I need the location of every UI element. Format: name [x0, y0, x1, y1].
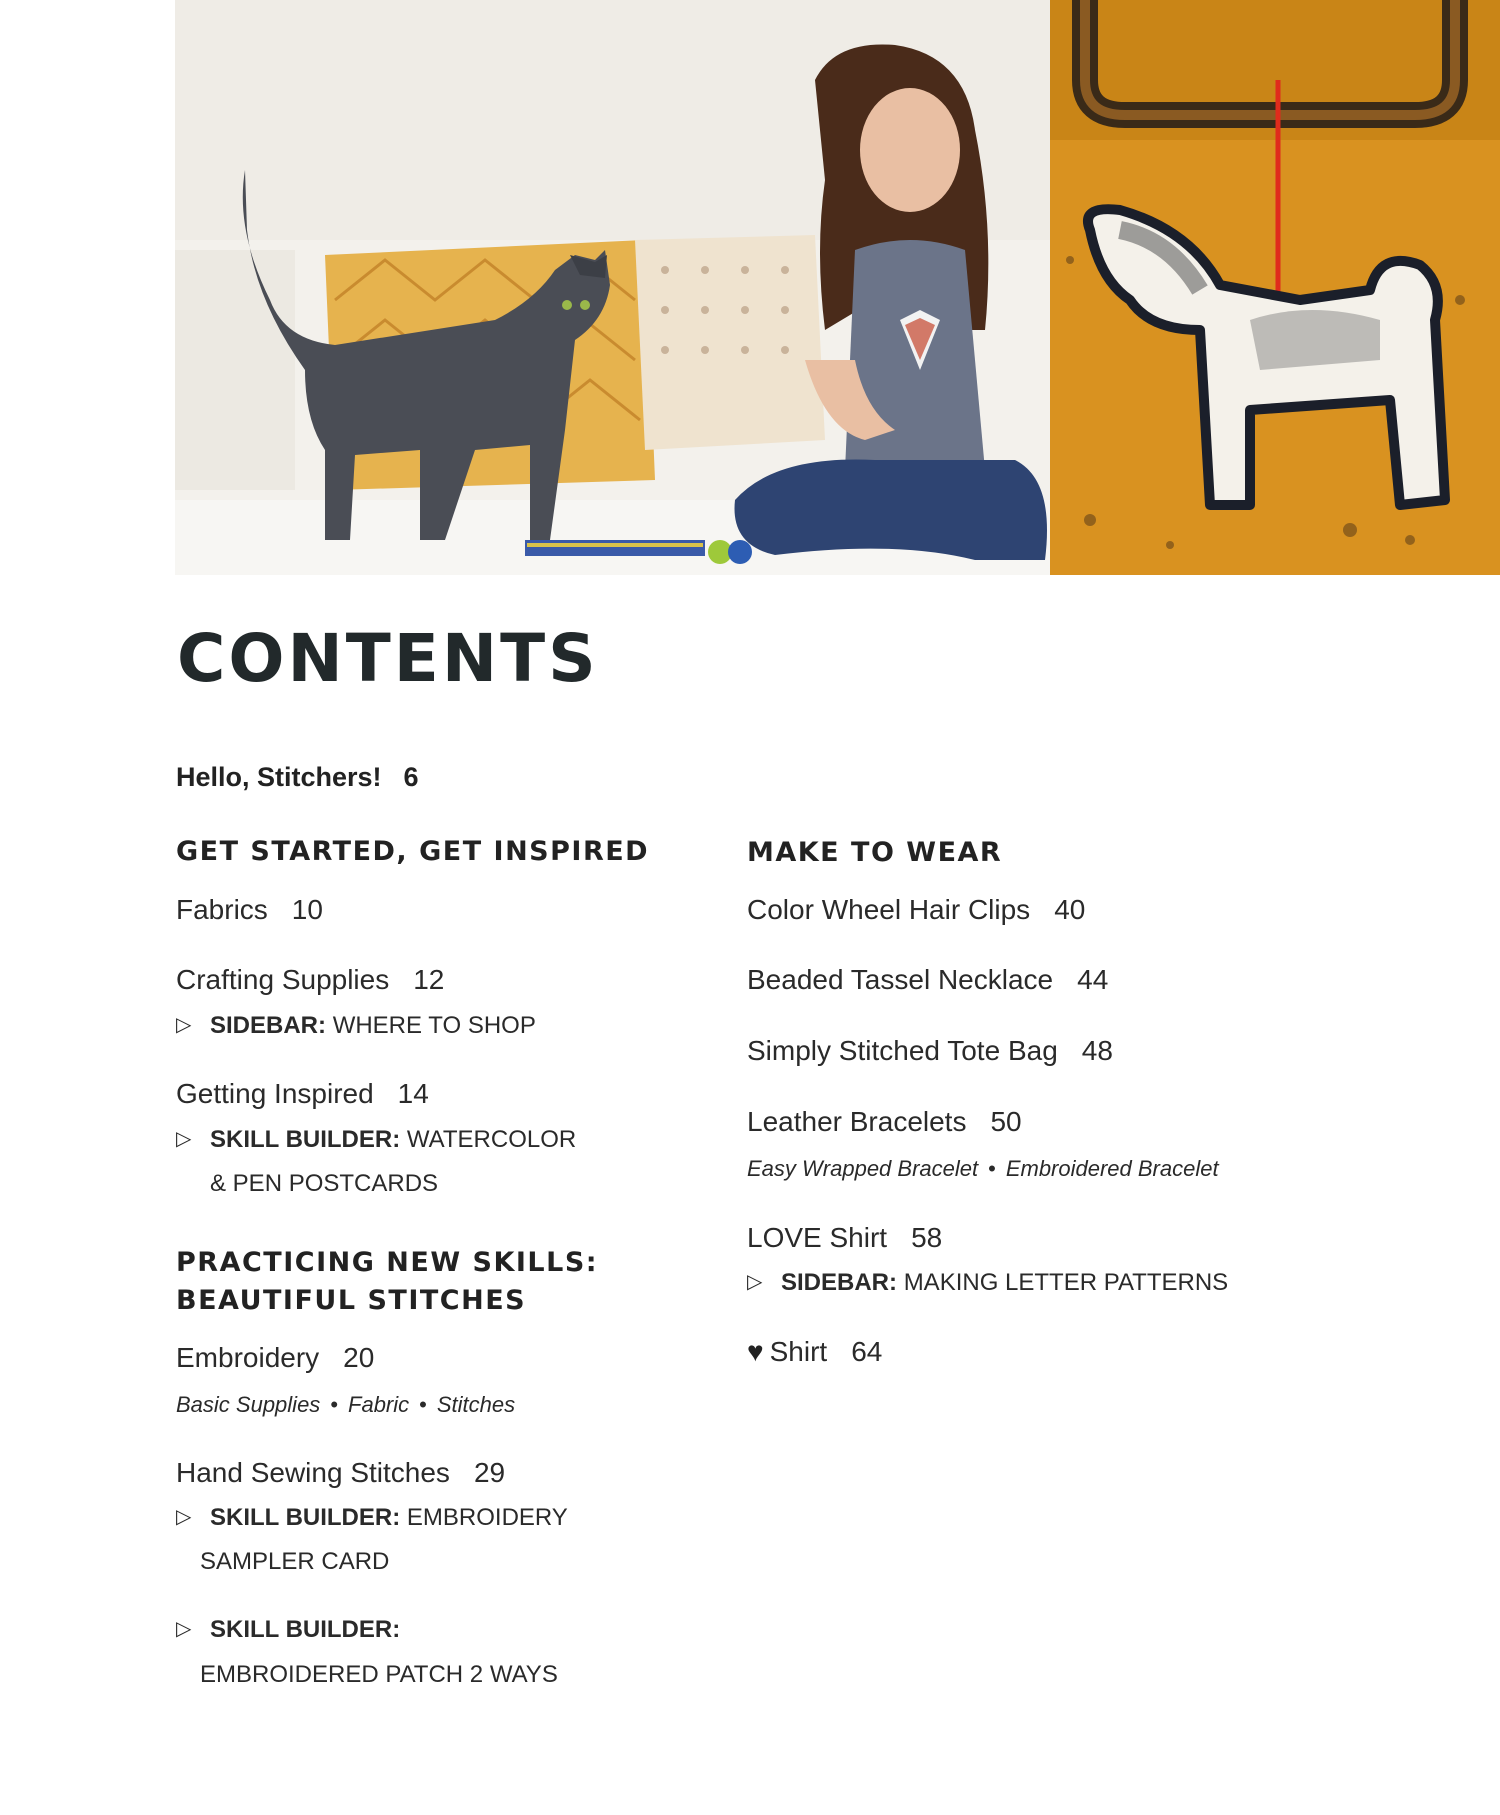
toc-entry-hand-sewing[interactable] [176, 1457, 505, 1489]
photo-dog-patch-on-yellow-metal [1050, 0, 1500, 575]
sub-text-continued: EMBROIDERED PATCH 2 WAYS [200, 1661, 558, 1688]
entry-label: Color Wheel Hair Clips [747, 894, 1031, 925]
sub-text: EMBROIDERY [406, 1504, 568, 1531]
entry-page: 50 [990, 1106, 1022, 1137]
entry-page: 6 [403, 762, 419, 792]
entry-page: 29 [473, 1457, 506, 1488]
arrow-icon: ▷ [176, 1506, 192, 1528]
toc-entry-crafting-supplies[interactable] [176, 964, 444, 996]
entry-label: Embroidery [176, 1342, 320, 1373]
section-heading-make-to-wear: MAKE TO WEAR [747, 837, 1003, 868]
toc-skill-builder-sampler-card[interactable] [176, 1504, 568, 1532]
entry-page: 64 [851, 1336, 883, 1367]
entry-page: 58 [911, 1222, 943, 1253]
section-heading-get-started: GET STARTED, GET INSPIRED [176, 836, 650, 867]
toc-sidebar-where-to-shop[interactable] [176, 1012, 536, 1040]
toc-entry-heart-shirt[interactable] [747, 1336, 882, 1368]
bullet-icon: • [988, 1156, 996, 1181]
entry-page: 48 [1081, 1035, 1113, 1066]
sub-text: WHERE TO SHOP [332, 1012, 536, 1039]
entry-label: Getting Inspired [176, 1078, 374, 1109]
arrow-icon: ▷ [747, 1271, 763, 1293]
entry-label: Hand Sewing Stitches [176, 1457, 450, 1488]
item-text: Basic Supplies [176, 1392, 321, 1417]
photo-girl-and-cat [175, 0, 1050, 575]
arrow-icon: ▷ [176, 1014, 192, 1036]
entry-page: 10 [291, 894, 323, 925]
entry-label: LOVE Shirt [747, 1222, 888, 1253]
sub-text: WATERCOLOR [406, 1126, 577, 1153]
bullet-icon: • [330, 1392, 339, 1417]
entry-page: 12 [413, 964, 445, 995]
entry-label: Simply Stitched Tote Bag [747, 1035, 1058, 1066]
entry-page: 14 [397, 1078, 429, 1109]
toc-embroidery-items [176, 1392, 515, 1417]
toc-skill-builder-watercolor[interactable] [176, 1126, 576, 1154]
toc-skill-builder-patch[interactable] [176, 1616, 400, 1644]
sub-text-continued: & PEN POSTCARDS [210, 1170, 439, 1197]
entry-label: Hello, Stitchers! [176, 762, 382, 792]
arrow-icon: ▷ [176, 1128, 192, 1150]
toc-entry-fabrics[interactable] [176, 894, 323, 926]
toc-entry-leather-bracelets[interactable] [747, 1106, 1022, 1138]
entry-page: 44 [1077, 964, 1109, 995]
toc-entry-intro[interactable] [176, 762, 419, 793]
toc-entry-tote-bag[interactable] [747, 1035, 1113, 1067]
sub-tag: SKILL BUILDER: [210, 1504, 401, 1531]
arrow-icon: ▷ [176, 1618, 192, 1640]
entry-page: 20 [343, 1342, 375, 1373]
page-title: CONTENTS [177, 620, 599, 697]
sub-tag: SKILL BUILDER: [210, 1616, 401, 1643]
toc-entry-getting-inspired[interactable] [176, 1078, 429, 1110]
section-heading-practicing-line1: PRACTICING NEW SKILLS: [176, 1247, 599, 1278]
entry-label: Crafting Supplies [176, 964, 390, 995]
sub-tag: SIDEBAR: [210, 1012, 327, 1039]
toc-entry-embroidery[interactable] [176, 1342, 374, 1374]
entry-label: Shirt [769, 1336, 828, 1367]
entry-label: Beaded Tassel Necklace [747, 964, 1054, 995]
sub-text: MAKING LETTER PATTERNS [903, 1269, 1229, 1296]
heart-icon: ♥ [747, 1336, 764, 1367]
toc-entry-tassel-necklace[interactable] [747, 964, 1108, 996]
item-text: Embroidered Bracelet [1005, 1156, 1219, 1181]
item-text: Fabric [348, 1392, 410, 1417]
toc-entry-love-shirt[interactable] [747, 1222, 942, 1254]
sub-tag: SIDEBAR: [781, 1269, 898, 1296]
entry-label: Fabrics [176, 894, 268, 925]
item-text: Easy Wrapped Bracelet [747, 1156, 979, 1181]
toc-sidebar-letter-patterns[interactable] [747, 1269, 1228, 1297]
toc-entry-hair-clips[interactable] [747, 894, 1085, 926]
toc-bracelet-items [747, 1156, 1219, 1181]
sub-text-continued: SAMPLER CARD [200, 1548, 390, 1575]
section-heading-practicing-line2: BEAUTIFUL STITCHES [176, 1285, 527, 1316]
entry-label: Leather Bracelets [747, 1106, 967, 1137]
sub-tag: SKILL BUILDER: [210, 1126, 401, 1153]
entry-page: 40 [1054, 894, 1086, 925]
item-text: Stitches [436, 1392, 516, 1417]
bullet-icon: • [419, 1392, 427, 1417]
